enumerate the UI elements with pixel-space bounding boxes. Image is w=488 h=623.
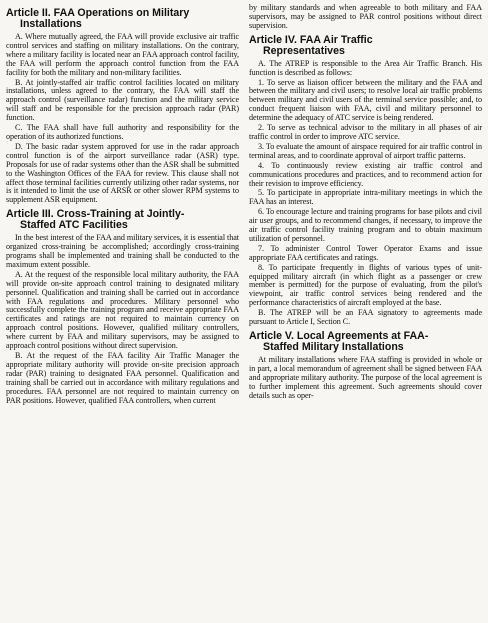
article-3-heading-line-2: Staffed ATC Facilities [20, 219, 128, 232]
article-4-item-1: 1. To serve as liaison officer between the military and the FAA and between the military and civil users; to resolve local air traffic problems between military and civil users of the terminal service possible; and, to conduct frequent liaison with FAA, civil and military personnel to determine the adequacy of ATC service is being rendered. [249, 77, 482, 123]
article-4-item-2: 2. To serve as technical advisor to the military in all phases of air traffic control in order to improve ATC service. [249, 123, 482, 141]
article-3-continuation: by military standards and when agreeable to both military and FAA supervisors, may be assigned to PAR control positions without direct supervision. [249, 4, 482, 30]
article-4-item-8: 8. To participate frequently in flights of various types of unit-equipped military aircraft (in which flight as a passenger or crew member is permitted) for the purpose of evaluating, from the pilot's viewpoint, air traffic control services being rendered and the performance characteristics of aircraft employed at the base. [249, 262, 482, 308]
article-2-paragraph-b: B. At jointly-staffed air traffic control facilities located on military installations, unless agreed to the contrary, the FAA will staff the approach control (surveillance radar) function and the military service will staff and be responsible for the precision approach radar (PAR) function. [6, 77, 239, 123]
article-2-paragraph-a: A. Where mutually agreed, the FAA will provide exclusive air traffic control services and staffing on military installations. On the contrary, where a military facility is located near an FAA approach control facility, the FAA will perform the approach control function from the FAA facility for both the military and non-military facilities. [6, 32, 239, 77]
article-4-item-3: 3. To evaluate the amount of airspace required for air traffic control in terminal areas, and to coordinate approval of airport traffic patterns. [249, 141, 482, 160]
article-4-item-5: 5. To participate in appropriate intra-military meetings in which the FAA has an interest. [249, 188, 482, 207]
article-4-heading [249, 35, 482, 57]
article-5-heading [249, 331, 482, 353]
article-5-heading-line-2: Staffed Military Installations [263, 341, 404, 353]
article-2-heading [6, 8, 239, 30]
left-column [6, 4, 239, 623]
article-4-paragraph-b: B. The ATREP will be an FAA signatory to agreements made pursuant to Article I, Section C. [249, 308, 482, 327]
article-4-item-7: 7. To administer Control Tower Operator Exams and issue appropriate FAA certificates and ratings. [249, 243, 482, 262]
article-3-heading [6, 209, 239, 231]
article-3-intro: In the best interest of the FAA and military services, it is essential that organized cross-training be accomplished; accordingly cross-training programs shall be implemented and training shall be conducted to the maximum extent possible. [6, 233, 239, 269]
article-4-paragraph-a: A. The ATREP is responsible to the Area Air Traffic Branch. His function is described as follows: [249, 58, 482, 77]
article-3-heading-line-1: Article III. Cross-Training at Jointly- [6, 208, 185, 221]
article-3-paragraph-a: A. At the request of the responsible local military authority, the FAA will provide on-site approach control training to designated military personnel. Qualification and training shall be carried out in accordance with FAA regulations and procedures. Military personnel who successfully complete the training program and receive appropriate FAA certificates and ratings are not required to maintain currency on approach control positions. However, qualified military controllers, where current by FAA and military supervisors, may be assigned to approach control positions without direct supervision. [6, 269, 239, 351]
article-4-item-6: 6. To encourage lecture and training programs for base pilots and civil air user groups, and to recommend changes, if necessary, to improve the air traffic control facility training program and to obtain maximum utilization of personnel. [249, 207, 482, 243]
article-2-heading-line-1: Article II. FAA Operations on Military [6, 7, 190, 19]
article-2-paragraph-c: C. The FAA shall have full authority and responsibility for the operation of its authorized functions. [6, 123, 239, 141]
article-2-heading-line-2: Installations [20, 18, 82, 30]
right-column [249, 4, 482, 623]
article-5-heading-line-1: Article V. Local Agreements at FAA- [249, 330, 429, 342]
article-5-body: At military installations where FAA staffing is provided in whole or in part, a local memorandum of agreement shall be signed between FAA and appropriate military authority. The purpose of the local agreement is to further implement this agreement. Such agreements should cover details such as oper- [249, 355, 482, 400]
article-4-heading-line-2: Representatives [263, 44, 345, 57]
article-4-item-4: 4. To continuously review existing air traffic control and communications procedures and practices, and to recommend action for their revision to improve efficiency. [249, 160, 482, 188]
article-2-paragraph-d: D. The basic radar system approved for use in the radar approach control function is of the airport surveillance radar (ASR) type. Proposals for use of radar systems other than the ASR shall be submitted to the Washington Offices of the FAA for review. This clause shall not affect those terminal facilities currently utilizing other radar systems, nor is it intended to limit the use of ARSR or other slower RPM systems to supplement ASR equipment. [6, 141, 239, 205]
article-4-heading-line-1: Article IV. FAA Air Traffic [249, 33, 373, 46]
article-3-paragraph-b: B. At the request of the FAA facility Air Traffic Manager the appropriate military authority will provide on-site precision approach radar (PAR) training to designated FAA personnel. Qualification and training shall be carried out in accordance with military regulations and procedures. FAA personnel are not required to maintain currency on PAR positions. However, qualified FAA controllers, when current [6, 351, 239, 405]
